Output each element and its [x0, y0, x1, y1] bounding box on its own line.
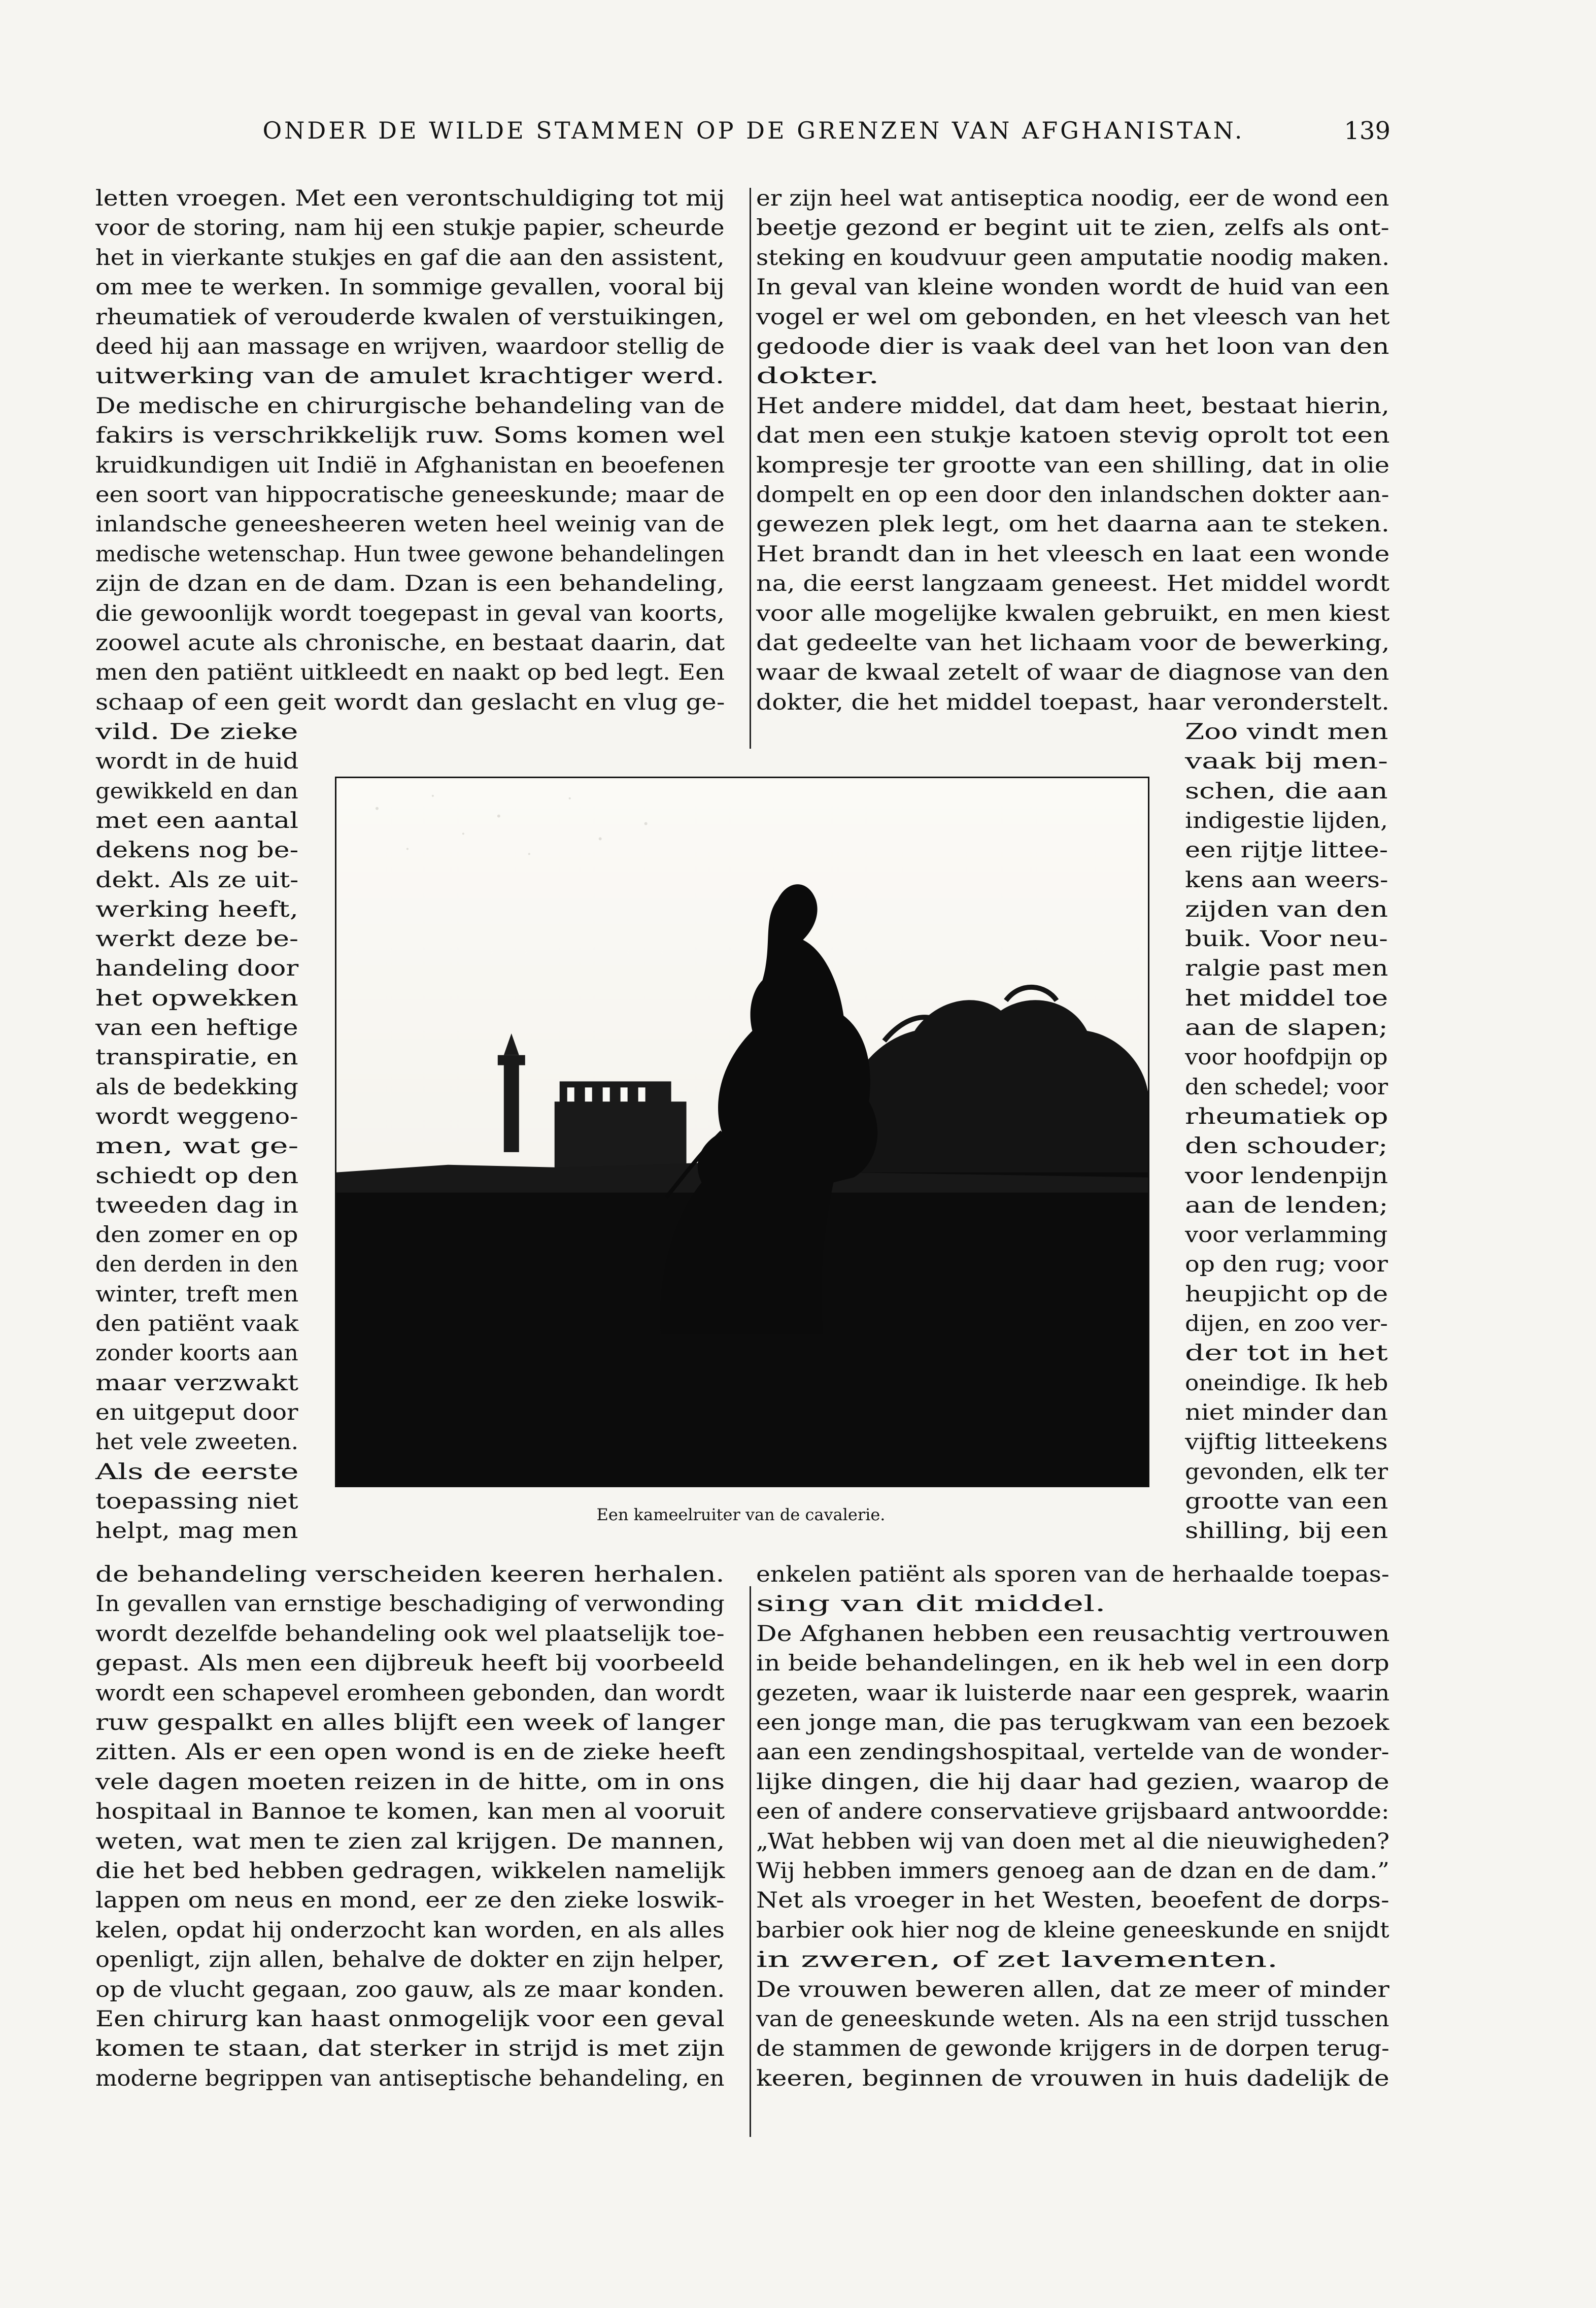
text-line: schen, die aan [1185, 778, 1388, 804]
text-line: er zijn heel wat antiseptica noodig, eer de wond een [756, 186, 1389, 211]
text-line: het opwekken [95, 985, 299, 1011]
text-line: handeling door [95, 956, 299, 982]
photo-illustration [336, 778, 1148, 1486]
text-line: den derden in den [95, 1252, 298, 1278]
text-line: wordt een schapevel eromheen gebonden, dan wordt [95, 1680, 725, 1706]
text-line: Het andere middel, dat dam heet, bestaat hierin, [756, 393, 1390, 419]
text-line: voor lendenpijn [1185, 1163, 1388, 1189]
text-line: tweeden dag in [95, 1192, 299, 1218]
text-line: vele dagen moeten reizen in de hitte, om in ons [95, 1769, 725, 1795]
text-line: medische wetenschap. Hun twee gewone behandelingen [95, 541, 725, 567]
camel-rider-photo [335, 777, 1149, 1487]
text-line: inlandsche geneesheeren weten heel weinig van de [95, 512, 725, 538]
text-line: vaak bij men- [1185, 749, 1388, 775]
text-line: ralgie past men [1185, 956, 1388, 982]
text-line: schaap of een geit wordt dan geslacht en vlug ge- [95, 689, 725, 715]
text-line: hospitaal in Bannoe te komen, kan men al vooruit [95, 1799, 725, 1825]
text-line: De medische en chirurgische behandeling van de [95, 393, 725, 419]
text-line: van de geneeskunde weten. Als na een strijd tusschen [756, 2006, 1389, 2032]
text-line: helpt, mag men [95, 1518, 298, 1544]
text-line: gevonden, elk ter [1185, 1459, 1388, 1485]
text-line: wordt dezelfde behandeling ook wel plaatselijk toe- [95, 1621, 725, 1647]
text-line: op de vlucht gegaan, zoo gauw, als ze maar konden. [95, 1977, 725, 2002]
text-line: gepast. Als men een dijbreuk heeft bij voorbeeld [95, 1651, 725, 1677]
text-line: de behandeling verscheiden keeren herhalen. [95, 1562, 725, 1587]
text-line: De vrouwen beweren allen, dat ze meer of minder [756, 1977, 1389, 2002]
text-line: Als de eerste [95, 1459, 299, 1485]
text-line: Wij hebben immers genoeg aan de dzan en de dam.” [756, 1858, 1389, 1884]
text-line: lappen om neus en mond, eer ze den zieke loswik- [95, 1888, 725, 1914]
text-line: als de bedekking [95, 1074, 298, 1100]
text-line: men den patiënt uitkleedt en naakt op bed legt. Een [95, 660, 725, 686]
text-line: om mee te werken. In sommige gevallen, vooral bij [95, 275, 725, 300]
text-line: winter, treft men [95, 1281, 299, 1307]
text-line: fakirs is verschrikkelijk ruw. Soms komen wel [95, 423, 725, 449]
text-line: keeren, beginnen de vrouwen in huis dadelijk de [756, 2065, 1389, 2091]
text-line: en uitgeput door [95, 1399, 298, 1425]
text-line: den schedel; voor [1185, 1074, 1388, 1100]
text-line: die het bed hebben gedragen, wikkelen namelijk [95, 1858, 725, 1884]
text-line: kompresje ter grootte van een shilling, dat in olie [756, 452, 1390, 478]
text-line: van een heftige [95, 1015, 298, 1041]
text-line: aan een zendingshospitaal, vertelde van de wonder- [756, 1740, 1389, 1765]
text-line: sing van dit middel. [756, 1591, 1106, 1617]
text-line: „Wat hebben wij van doen met al die nieuwigheden? [756, 1828, 1390, 1854]
text-line: een jonge man, die pas terugkwam van een bezoek [756, 1710, 1389, 1735]
text-line: het in vierkante stukjes en gaf die aan den assistent, [95, 245, 725, 271]
text-line: voor de storing, nam hij een stukje papier, scheurde [95, 215, 725, 241]
text-line: komen te staan, dat sterker in strijd is met zijn [95, 2036, 725, 2062]
text-line: maar verzwakt [95, 1370, 298, 1396]
text-line: deed hij aan massage en wrijven, waardoor stellig de [95, 334, 725, 359]
text-line: den patiënt vaak [95, 1311, 299, 1336]
text-line: rheumatiek op [1185, 1103, 1388, 1129]
text-line: Net als vroeger in het Westen, beoefent de dorps- [756, 1888, 1389, 1914]
text-line: dokter, die het middel toepast, haar veronderstelt. [756, 689, 1389, 715]
text-line: het middel toe [1185, 985, 1388, 1011]
text-line: buik. Voor neu- [1185, 926, 1388, 952]
text-line: barbier ook hier nog de kleine geneeskunde en snijdt [756, 1917, 1389, 1943]
text-line: voor verlamming [1185, 1222, 1388, 1248]
text-line: Het brandt dan in het vleesch en laat een wonde [756, 541, 1390, 567]
text-line: uitwerking van de amulet krachtiger werd. [95, 363, 725, 389]
text-line: die gewoonlijk wordt toegepast in geval van koorts, [95, 600, 725, 626]
text-line: vijftig litteekens [1185, 1429, 1388, 1455]
text-line: niet minder dan [1185, 1399, 1388, 1425]
text-line: wordt weggeno- [95, 1103, 298, 1129]
text-line: voor hoofdpijn op [1185, 1045, 1388, 1071]
text-line: zonder koorts aan [95, 1341, 298, 1366]
text-line: dekens nog be- [95, 838, 299, 863]
column-divider-bottom [750, 1586, 751, 2137]
text-line: gewikkeld en dan [95, 778, 298, 804]
running-header: ONDER DE WILDE STAMMEN OP DE GRENZEN VAN AFGHANISTAN. [262, 117, 1245, 144]
text-line: rheumatiek of verouderde kwalen of verstuikingen, [95, 304, 725, 330]
text-line: shilling, bij een [1185, 1518, 1388, 1544]
text-line: dijen, en zoo ver- [1185, 1311, 1388, 1336]
text-line: moderne begrippen van antiseptische behandeling, en [95, 2065, 725, 2091]
text-line: een soort van hippocratische geneeskunde; maar de [95, 482, 725, 508]
text-line: enkelen patiënt als sporen van de herhaalde toepas- [756, 1562, 1389, 1587]
text-line: vogel er wel om gebonden, en het vleesch van het [756, 304, 1390, 330]
text-line: heupjicht op de [1185, 1281, 1388, 1307]
text-line: kelen, opdat hij onderzocht kan worden, en als alles [95, 1917, 725, 1943]
text-line: gewezen plek legt, om het daarna aan te steken. [756, 512, 1389, 538]
text-line: zoowel acute als chronische, en bestaat daarin, dat [95, 630, 725, 656]
text-line: grootte van een [1185, 1488, 1388, 1514]
text-line: Zoo vindt men [1185, 719, 1388, 745]
text-line: beetje gezond er begint uit te zien, zelfs als ont- [756, 215, 1389, 241]
text-line: der tot in het [1185, 1341, 1388, 1366]
text-line: In gevallen van ernstige beschadiging of verwonding [95, 1591, 725, 1617]
photo-caption: Een kameelruiter van de cavalerie. [596, 1505, 886, 1524]
text-line: zijn de dzan en de dam. Dzan is een behandeling, [95, 571, 725, 597]
text-line: den schouder; [1185, 1133, 1388, 1159]
text-line: zijden van den [1185, 896, 1388, 922]
text-line: In geval van kleine wonden wordt de huid van een [756, 275, 1390, 300]
column-divider-top [750, 188, 751, 749]
text-line: weten, wat men te zien zal krijgen. De mannen, [95, 1828, 725, 1854]
text-line: dekt. Als ze uit- [95, 867, 299, 893]
text-line: dompelt en op een door den inlandschen dokter aan- [756, 482, 1389, 508]
text-line: oneindige. Ik heb [1185, 1370, 1388, 1396]
text-line: zitten. Als er een open wond is en de zieke heeft [95, 1740, 725, 1765]
text-line: dat gedeelte van het lichaam voor de bewerking, [756, 630, 1390, 656]
page-number: 139 [1344, 117, 1390, 145]
text-line: aan de lenden; [1185, 1192, 1388, 1218]
text-line: toepassing niet [95, 1488, 298, 1514]
text-line: den zomer en op [95, 1222, 298, 1248]
text-line: De Afghanen hebben een reusachtig vertrouwen [756, 1621, 1390, 1647]
text-line: openligt, zijn allen, behalve de dokter en zijn helper, [95, 1947, 725, 1973]
text-line: op den rug; voor [1185, 1252, 1388, 1278]
text-line: in beide behandelingen, en ik heb wel in een dorp [756, 1651, 1389, 1677]
text-line: waar de kwaal zetelt of waar de diagnose van den [756, 660, 1389, 686]
text-line: transpiratie, en [95, 1045, 298, 1071]
text-line: werkt deze be- [95, 926, 299, 952]
text-line: een rijtje littee- [1185, 838, 1388, 863]
text-line: de stammen de gewonde krijgers in de dorpen terug- [756, 2036, 1389, 2062]
text-line: gedoode dier is vaak deel van het loon van den [756, 334, 1389, 359]
text-line: indigestie lijden, [1185, 808, 1388, 833]
text-line: letten vroegen. Met een verontschuldiging tot mij [95, 186, 725, 211]
text-line: kruidkundigen uit Indië in Afghanistan en beoefenen [95, 452, 725, 478]
text-line: dokter. [756, 363, 879, 389]
text-line: werking heeft, [95, 896, 298, 922]
text-line: men, wat ge- [95, 1133, 299, 1159]
text-line: een of andere conservatieve grijsbaard antwoordde: [756, 1799, 1389, 1825]
text-line: steking en koudvuur geen amputatie noodig maken. [756, 245, 1390, 271]
text-line: voor alle mogelijke kwalen gebruikt, en men kiest [756, 600, 1390, 626]
text-line: dat men een stukje katoen stevig oprolt tot een [756, 423, 1390, 449]
text-line: vild. De zieke [95, 719, 298, 745]
text-line: aan de slapen; [1185, 1015, 1388, 1041]
text-line: in zweren, of zet lavementen. [756, 1947, 1278, 1973]
text-line: schiedt op den [95, 1163, 299, 1189]
text-line: het vele zweeten. [95, 1429, 299, 1455]
text-line: gezeten, waar ik luisterde naar een gesprek, waarin [756, 1680, 1390, 1706]
text-line: na, die eerst langzaam geneest. Het middel wordt [756, 571, 1390, 597]
text-line: ruw gespalkt en alles blijft een week of langer [95, 1710, 725, 1735]
text-line: lijke dingen, die hij daar had gezien, waarop de [756, 1769, 1389, 1795]
text-line: kens aan weers- [1185, 867, 1388, 893]
text-line: Een chirurg kan haast onmogelijk voor een geval [95, 2006, 725, 2032]
text-line: wordt in de huid [95, 749, 299, 775]
text-line: met een aantal [95, 808, 299, 833]
